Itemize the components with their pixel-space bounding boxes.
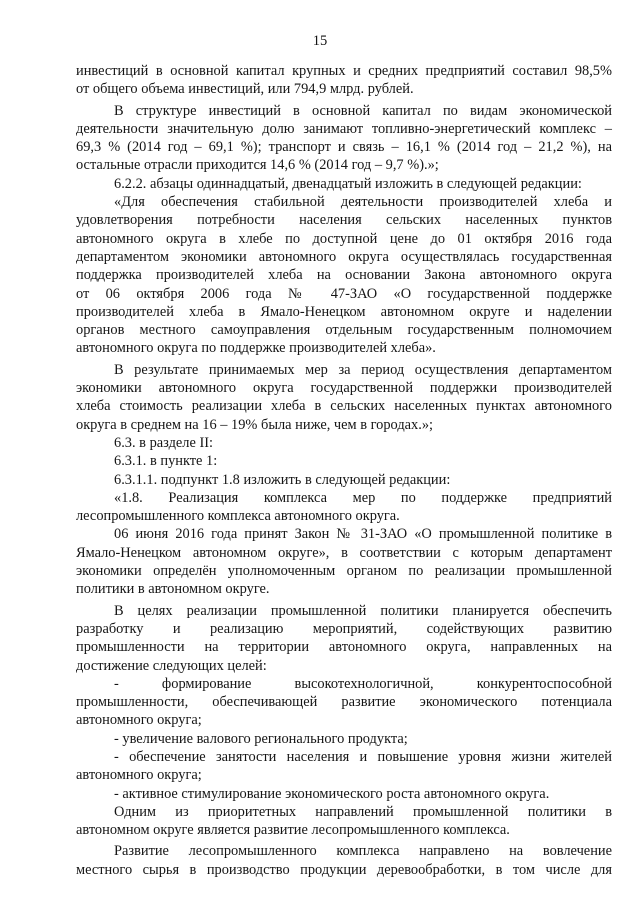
text-line: - формирование высокотехнологичной, конкурентоспособной <box>114 675 612 692</box>
text-line: автономном округе является развитие лесопромышленного комплекса. <box>76 822 510 839</box>
text-line: 06 июня 2016 года принят Закон № 31-ЗАО «О промышленной политике в <box>114 526 612 543</box>
text-line: 6.3.1.1. подпункт 1.8 изложить в следующей редакции: <box>114 471 451 488</box>
text-line: промышленности, обеспечивающей развитие экономического потенциала <box>76 694 612 711</box>
text-line: автономного округа в хлебе по доступной цене до 01 октября 2016 года <box>76 230 612 247</box>
text-line: Ямало-Ненецком автономном округе», в соответствии с которым департамент <box>76 544 612 561</box>
text-line: «Для обеспечения стабильной деятельности производителей хлеба и <box>114 194 612 211</box>
text-line: автономного округа; <box>76 712 202 729</box>
text-line: деятельности значительную долю занимают топливно-энергетический комплекс – <box>76 120 612 137</box>
page-number: 15 <box>312 33 328 49</box>
text-line: от 06 октября 2006 года № 47-ЗАО «О государственной поддержке <box>76 285 612 302</box>
text-line: В структуре инвестиций в основной капитал по видам экономической <box>114 102 612 119</box>
text-line: экономики автономного округа государственной поддержки производителей <box>76 380 612 397</box>
text-line: автономного округа; <box>76 767 202 784</box>
text-line: Развитие лесопромышленного комплекса направлено на вовлечение <box>114 843 612 860</box>
text-line: промышленности на территории автономного округа, направленных на <box>76 639 612 656</box>
text-line: 6.2.2. абзацы одиннадцатый, двенадцатый изложить в следующей редакции: <box>114 175 582 192</box>
text-line: 6.3.1. в пункте 1: <box>114 453 218 470</box>
text-line: 6.3. в разделе II: <box>114 434 214 451</box>
text-line: Одним из приоритетных направлений промышленной политики в <box>114 803 612 820</box>
text-line: департаментом экономики автономного округа осуществлялась государственная <box>76 248 612 265</box>
text-line: экономики определён уполномоченным органом по реализации промышленной <box>76 563 612 580</box>
text-line: от общего объема инвестиций, или 794,9 млрд. рублей. <box>76 81 414 98</box>
text-line: остальные отрасли приходится 14,6 % (2014 год – 9,7 %).»; <box>76 157 439 174</box>
text-line: «1.8. Реализация комплекса мер по поддержке предприятий <box>114 489 612 506</box>
text-line: поддержка производителей хлеба на основании Закона автономного округа <box>76 267 612 284</box>
text-line: - активное стимулирование экономического роста автономного округа. <box>114 785 550 802</box>
document-body <box>76 62 612 879</box>
text-line: - увеличение валового регионального продукта; <box>114 730 408 747</box>
text-line: политики в автономном округе. <box>76 581 270 598</box>
text-line: лесопромышленного комплекса автономного округа. <box>76 508 400 525</box>
text-line: достижение следующих целей: <box>76 657 267 674</box>
text-line: В результате принимаемых мер за период осуществления департаментом <box>114 361 612 378</box>
text-line: - обеспечение занятости населения и повышение уровня жизни жителей <box>114 748 612 765</box>
text-line: округа в среднем на 16 – 19% была ниже, чем в городах.»; <box>76 416 434 433</box>
text-line: производителей хлеба в Ямало-Ненецком автономном округе и наделении <box>76 303 612 320</box>
text-line: удовлетворения потребности населения сельских населенных пунктов <box>76 212 612 229</box>
text-line: хлеба стоимость реализации хлеба в сельских населенных пунктах автономного <box>76 398 612 415</box>
text-line: инвестиций в основной капитал крупных и средних предприятий составил 98,5% <box>76 63 612 79</box>
text-line: В целях реализации промышленной политики планируется обеспечить <box>114 602 612 619</box>
text-line: местного сырья в производство продукции деревообработки, в том числе для <box>76 861 612 878</box>
text-line: органов местного самоуправления отдельным государственным полномочием <box>76 322 612 339</box>
text-line: 69,3 % (2014 год – 69,1 %); транспорт и связь – 16,1 % (2014 год – 21,2 %), на <box>76 139 612 156</box>
text-line: автономного округа по поддержке производителей хлеба». <box>76 340 436 357</box>
text-line: разработку и реализацию мероприятий, содействующих развитию <box>76 620 612 637</box>
